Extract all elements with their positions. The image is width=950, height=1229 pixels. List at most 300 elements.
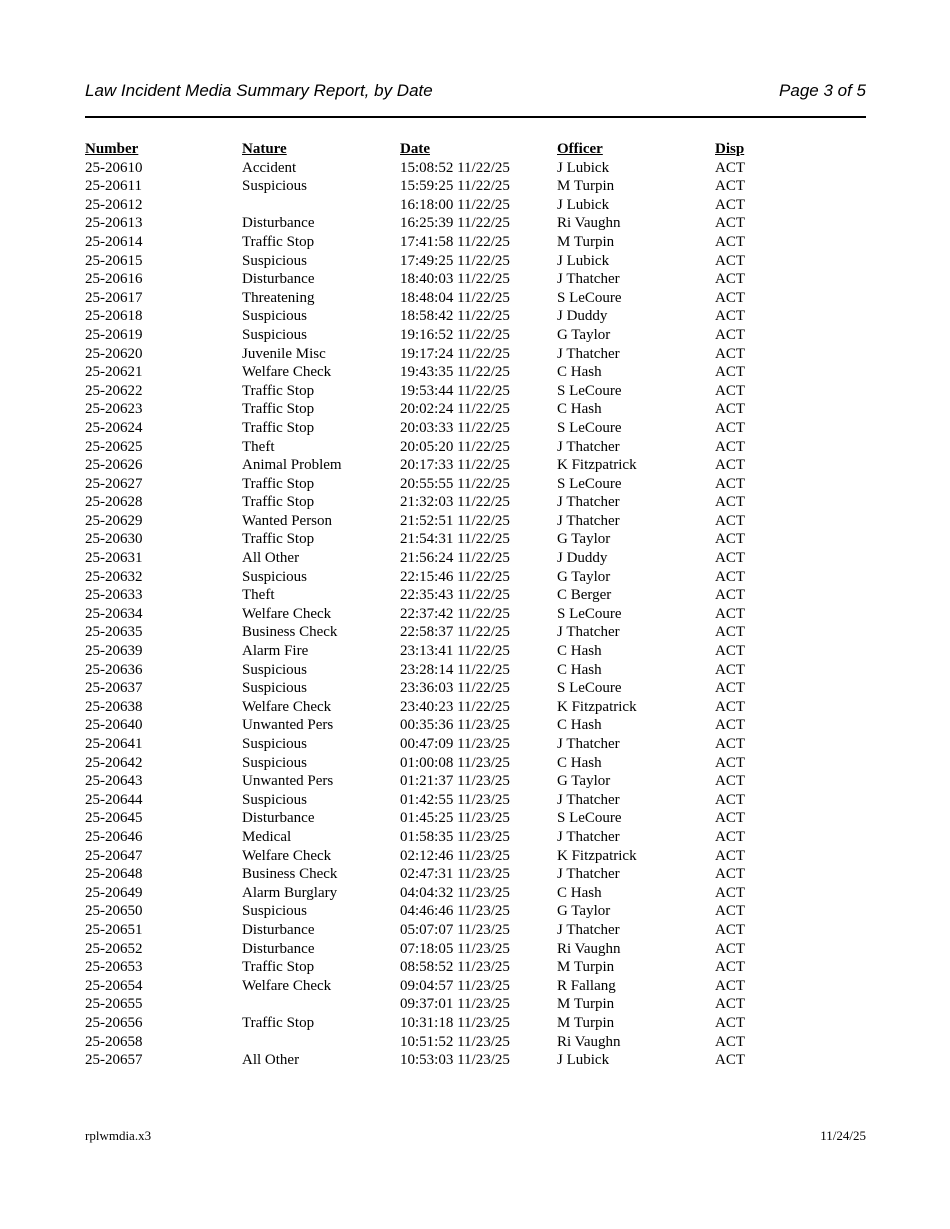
cell-disp: ACT — [715, 1052, 745, 1069]
cell-officer: J Thatcher — [557, 828, 620, 845]
cell-officer: K Fitzpatrick — [557, 457, 637, 474]
cell-date: 18:58:42 11/22/25 — [400, 308, 510, 325]
table-row — [85, 809, 885, 828]
cell-disp: ACT — [715, 271, 745, 288]
cell-disp: ACT — [715, 1014, 745, 1031]
cell-officer: C Hash — [557, 717, 602, 734]
cell-number: 25-20634 — [85, 605, 143, 622]
cell-date: 08:58:52 11/23/25 — [400, 959, 510, 976]
cell-officer: S LeCoure — [557, 605, 622, 622]
cell-officer: J Lubick — [557, 1052, 610, 1069]
cell-officer: C Berger — [557, 587, 612, 604]
cell-date: 23:28:14 11/22/25 — [400, 661, 510, 678]
cell-disp: ACT — [715, 736, 745, 752]
cell-date: 22:35:43 11/22/25 — [400, 587, 510, 604]
table-row — [85, 177, 885, 196]
cell-officer: M Turpin — [557, 1014, 615, 1031]
cell-date: 05:07:07 11/23/25 — [400, 921, 510, 938]
report-footer — [85, 1128, 866, 1144]
cell-number: 25-20631 — [85, 550, 143, 567]
cell-date: 18:48:04 11/22/25 — [400, 289, 510, 306]
cell-disp: ACT — [715, 233, 745, 250]
cell-disp: ACT — [715, 977, 745, 994]
cell-number: 25-20622 — [85, 382, 143, 399]
cell-disp: ACT — [715, 382, 745, 399]
incident-table — [85, 140, 885, 1070]
table-row — [85, 214, 885, 233]
cell-nature: Suspicious — [242, 903, 308, 920]
cell-number: 25-20651 — [85, 921, 143, 938]
cell-officer: C Hash — [557, 364, 602, 381]
column-header-nature: Nature — [242, 141, 287, 157]
cell-officer: Ri Vaughn — [557, 940, 621, 957]
cell-date: 10:53:03 11/23/25 — [400, 1052, 510, 1069]
cell-date: 23:13:41 11/22/25 — [400, 643, 510, 660]
cell-number: 25-20658 — [85, 1033, 143, 1050]
cell-number: 25-20613 — [85, 215, 143, 232]
cell-nature: Business Check — [242, 624, 338, 641]
table-row — [85, 438, 885, 457]
cell-date: 19:16:52 11/22/25 — [400, 326, 510, 343]
cell-disp: ACT — [715, 1033, 745, 1050]
cell-date: 01:00:08 11/23/25 — [400, 754, 510, 771]
cell-nature: Unwanted Pers — [242, 773, 334, 790]
cell-disp: ACT — [715, 921, 745, 938]
cell-nature: Disturbance — [242, 921, 315, 938]
cell-number: 25-20641 — [85, 736, 143, 752]
cell-nature: Traffic Stop — [242, 494, 315, 511]
table-row — [85, 642, 885, 661]
cell-disp: ACT — [715, 159, 745, 176]
cell-date: 01:45:25 11/23/25 — [400, 810, 510, 827]
cell-nature: Suspicious — [242, 736, 308, 752]
cell-nature: Suspicious — [242, 308, 308, 325]
cell-date: 01:58:35 11/23/25 — [400, 828, 510, 845]
table-row — [85, 530, 885, 549]
cell-number: 25-20628 — [85, 494, 143, 511]
cell-nature: Disturbance — [242, 810, 315, 827]
table-row — [85, 196, 885, 215]
cell-disp: ACT — [715, 847, 745, 864]
cell-nature: Unwanted Pers — [242, 717, 334, 734]
table-row — [85, 716, 885, 735]
cell-date: 17:41:58 11/22/25 — [400, 233, 510, 250]
cell-nature: Wanted Person — [242, 512, 333, 529]
cell-disp: ACT — [715, 419, 745, 436]
table-row — [85, 568, 885, 587]
cell-officer: J Duddy — [557, 550, 608, 567]
report-header — [85, 81, 866, 101]
cell-disp: ACT — [715, 550, 745, 567]
cell-officer: G Taylor — [557, 568, 611, 585]
table-row — [85, 791, 885, 810]
cell-disp: ACT — [715, 457, 745, 474]
cell-disp: ACT — [715, 512, 745, 529]
cell-disp: ACT — [715, 326, 745, 343]
footer-report-id: rplwmdia.x3 — [85, 1128, 152, 1143]
cell-officer: M Turpin — [557, 996, 615, 1013]
cell-nature: Threatening — [242, 289, 315, 306]
table-row — [85, 289, 885, 308]
column-header-number: Number — [85, 141, 139, 157]
cell-disp: ACT — [715, 773, 745, 790]
table-row — [85, 363, 885, 382]
cell-nature: Business Check — [242, 866, 338, 883]
cell-disp: ACT — [715, 364, 745, 381]
cell-officer: C Hash — [557, 661, 602, 678]
cell-disp: ACT — [715, 698, 745, 715]
cell-date: 00:35:36 11/23/25 — [400, 717, 510, 734]
cell-nature: All Other — [242, 550, 300, 567]
cell-disp: ACT — [715, 605, 745, 622]
cell-number: 25-20636 — [85, 661, 143, 678]
table-row — [85, 493, 885, 512]
cell-officer: G Taylor — [557, 531, 611, 548]
header-rule — [85, 116, 866, 118]
cell-disp: ACT — [715, 289, 745, 306]
table-row — [85, 549, 885, 568]
cell-disp: ACT — [715, 940, 745, 957]
cell-disp: ACT — [715, 643, 745, 660]
report-title: Law Incident Media Summary Report, by Date — [85, 81, 433, 100]
cell-number: 25-20635 — [85, 624, 143, 641]
cell-date: 20:03:33 11/22/25 — [400, 419, 510, 436]
table-row — [85, 605, 885, 624]
cell-number: 25-20630 — [85, 531, 143, 548]
cell-officer: J Thatcher — [557, 494, 620, 511]
cell-nature: Juvenile Misc — [242, 345, 326, 362]
cell-disp: ACT — [715, 438, 745, 455]
cell-officer: M Turpin — [557, 233, 615, 250]
table-row — [85, 1033, 885, 1052]
cell-number: 25-20652 — [85, 940, 143, 957]
cell-nature: Suspicious — [242, 252, 308, 269]
table-row — [85, 456, 885, 475]
cell-officer: K Fitzpatrick — [557, 847, 637, 864]
cell-nature: Alarm Fire — [242, 643, 309, 660]
cell-number: 25-20612 — [85, 196, 143, 213]
cell-number: 25-20610 — [85, 159, 143, 176]
cell-nature: Animal Problem — [242, 457, 342, 474]
cell-nature: Disturbance — [242, 215, 315, 232]
cell-number: 25-20637 — [85, 680, 143, 697]
cell-officer: S LeCoure — [557, 810, 622, 827]
cell-date: 15:08:52 11/22/25 — [400, 159, 510, 176]
cell-date: 21:32:03 11/22/25 — [400, 494, 510, 511]
cell-nature: Welfare Check — [242, 977, 332, 994]
cell-officer: J Thatcher — [557, 791, 620, 808]
cell-disp: ACT — [715, 624, 745, 641]
table-row — [85, 940, 885, 959]
cell-officer: J Thatcher — [557, 438, 620, 455]
cell-disp: ACT — [715, 494, 745, 511]
cell-date: 02:12:46 11/23/25 — [400, 847, 510, 864]
table-body — [85, 159, 885, 1070]
cell-disp: ACT — [715, 196, 745, 213]
cell-number: 25-20629 — [85, 512, 143, 529]
cell-date: 22:58:37 11/22/25 — [400, 624, 510, 641]
cell-disp: ACT — [715, 345, 745, 362]
cell-number: 25-20615 — [85, 252, 143, 269]
table-row — [85, 902, 885, 921]
table-row — [85, 326, 885, 345]
cell-date: 19:53:44 11/22/25 — [400, 382, 510, 399]
cell-date: 15:59:25 11/22/25 — [400, 178, 510, 195]
column-header-disp: Disp — [715, 141, 745, 157]
cell-officer: G Taylor — [557, 773, 611, 790]
cell-disp: ACT — [715, 791, 745, 808]
cell-officer: C Hash — [557, 754, 602, 771]
cell-disp: ACT — [715, 178, 745, 195]
cell-date: 04:04:32 11/23/25 — [400, 884, 510, 901]
cell-officer: J Thatcher — [557, 271, 620, 288]
cell-nature: Suspicious — [242, 791, 308, 808]
cell-number: 25-20618 — [85, 308, 143, 325]
cell-number: 25-20656 — [85, 1014, 143, 1031]
table-row — [85, 772, 885, 791]
cell-number: 25-20642 — [85, 754, 143, 771]
cell-number: 25-20650 — [85, 903, 143, 920]
cell-number: 25-20654 — [85, 977, 143, 994]
cell-nature — [242, 1033, 400, 1052]
cell-number: 25-20633 — [85, 587, 143, 604]
cell-disp: ACT — [715, 531, 745, 548]
cell-officer: J Thatcher — [557, 345, 620, 362]
column-header-date: Date — [400, 141, 430, 157]
cell-disp: ACT — [715, 903, 745, 920]
cell-number: 25-20620 — [85, 345, 143, 362]
cell-date: 09:04:57 11/23/25 — [400, 977, 510, 994]
table-row — [85, 233, 885, 252]
cell-number: 25-20638 — [85, 698, 143, 715]
table-row — [85, 623, 885, 642]
cell-disp: ACT — [715, 308, 745, 325]
cell-disp: ACT — [715, 754, 745, 771]
table-row — [85, 586, 885, 605]
cell-date: 21:56:24 11/22/25 — [400, 550, 510, 567]
table-row — [85, 252, 885, 271]
cell-number: 25-20614 — [85, 233, 143, 250]
cell-nature: Suspicious — [242, 754, 308, 771]
cell-officer: M Turpin — [557, 178, 615, 195]
cell-date: 10:31:18 11/23/25 — [400, 1014, 510, 1031]
cell-number: 25-20632 — [85, 568, 143, 585]
cell-number: 25-20626 — [85, 457, 143, 474]
cell-disp: ACT — [715, 866, 745, 883]
footer-date: 11/24/25 — [820, 1128, 866, 1143]
cell-number: 25-20655 — [85, 996, 143, 1013]
cell-officer: G Taylor — [557, 326, 611, 343]
cell-number: 25-20624 — [85, 419, 143, 436]
cell-nature: Suspicious — [242, 568, 308, 585]
table-row — [85, 884, 885, 903]
cell-officer: M Turpin — [557, 959, 615, 976]
table-row — [85, 419, 885, 438]
table-row — [85, 345, 885, 364]
cell-officer: S LeCoure — [557, 475, 622, 492]
cell-officer: J Lubick — [557, 252, 610, 269]
cell-number: 25-20640 — [85, 717, 143, 734]
cell-disp: ACT — [715, 568, 745, 585]
cell-nature: Suspicious — [242, 661, 308, 678]
cell-date: 16:18:00 11/22/25 — [400, 196, 510, 213]
cell-date: 20:02:24 11/22/25 — [400, 401, 510, 418]
cell-number: 25-20644 — [85, 791, 143, 808]
cell-number: 25-20619 — [85, 326, 143, 343]
table-row — [85, 679, 885, 698]
table-row — [85, 847, 885, 866]
cell-date: 21:52:51 11/22/25 — [400, 512, 510, 529]
cell-date: 22:15:46 11/22/25 — [400, 568, 510, 585]
cell-number: 25-20653 — [85, 959, 143, 976]
cell-number: 25-20646 — [85, 828, 143, 845]
cell-number: 25-20649 — [85, 884, 143, 901]
cell-nature: Traffic Stop — [242, 233, 315, 250]
cell-number: 25-20647 — [85, 847, 143, 864]
cell-date: 00:47:09 11/23/25 — [400, 736, 510, 752]
cell-officer: J Lubick — [557, 196, 610, 213]
cell-nature: Disturbance — [242, 271, 315, 288]
cell-nature: Alarm Burglary — [242, 884, 338, 901]
table-row — [85, 698, 885, 717]
cell-number: 25-20648 — [85, 866, 143, 883]
cell-number: 25-20616 — [85, 271, 143, 288]
cell-nature: Traffic Stop — [242, 419, 315, 436]
cell-date: 04:46:46 11/23/25 — [400, 903, 510, 920]
cell-officer: R Fallang — [557, 977, 616, 994]
table-row — [85, 400, 885, 419]
cell-officer: Ri Vaughn — [557, 1033, 621, 1050]
cell-officer: J Duddy — [557, 308, 608, 325]
cell-number: 25-20657 — [85, 1052, 143, 1069]
cell-officer: J Thatcher — [557, 624, 620, 641]
cell-date: 20:05:20 11/22/25 — [400, 438, 510, 455]
cell-nature: Traffic Stop — [242, 959, 315, 976]
cell-date: 18:40:03 11/22/25 — [400, 271, 510, 288]
cell-date: 23:40:23 11/22/25 — [400, 698, 510, 715]
cell-nature: Medical — [242, 828, 292, 845]
table-row — [85, 958, 885, 977]
cell-nature — [242, 196, 400, 215]
cell-officer: S LeCoure — [557, 382, 622, 399]
cell-date: 17:49:25 11/22/25 — [400, 252, 510, 269]
cell-nature: Suspicious — [242, 178, 308, 195]
cell-officer: K Fitzpatrick — [557, 698, 637, 715]
cell-date: 19:43:35 11/22/25 — [400, 364, 510, 381]
cell-nature: Suspicious — [242, 326, 308, 343]
cell-nature: Disturbance — [242, 940, 315, 957]
cell-date: 20:55:55 11/22/25 — [400, 475, 510, 492]
table-row — [85, 1014, 885, 1033]
cell-disp: ACT — [715, 215, 745, 232]
cell-date: 21:54:31 11/22/25 — [400, 531, 510, 548]
cell-nature: Traffic Stop — [242, 401, 315, 418]
cell-officer: J Thatcher — [557, 866, 620, 883]
cell-date: 20:17:33 11/22/25 — [400, 457, 510, 474]
cell-number: 25-20611 — [85, 178, 142, 195]
table-header-row — [85, 140, 885, 159]
cell-officer: C Hash — [557, 401, 602, 418]
cell-disp: ACT — [715, 884, 745, 901]
cell-disp: ACT — [715, 828, 745, 845]
cell-nature: Welfare Check — [242, 364, 332, 381]
table-row — [85, 977, 885, 996]
table-row — [85, 661, 885, 680]
cell-number: 25-20645 — [85, 810, 143, 827]
cell-officer: J Thatcher — [557, 512, 620, 529]
cell-date: 02:47:31 11/23/25 — [400, 866, 510, 883]
cell-nature: All Other — [242, 1052, 300, 1069]
cell-nature: Traffic Stop — [242, 1014, 315, 1031]
cell-date: 10:51:52 11/23/25 — [400, 1033, 510, 1050]
cell-officer: G Taylor — [557, 903, 611, 920]
cell-officer: S LeCoure — [557, 289, 622, 306]
cell-nature: Accident — [242, 159, 297, 176]
cell-officer: J Thatcher — [557, 921, 620, 938]
table-row — [85, 382, 885, 401]
cell-disp: ACT — [715, 810, 745, 827]
table-row — [85, 159, 885, 178]
cell-disp: ACT — [715, 252, 745, 269]
cell-disp: ACT — [715, 959, 745, 976]
cell-nature: Welfare Check — [242, 847, 332, 864]
cell-number: 25-20623 — [85, 401, 143, 418]
table-row — [85, 995, 885, 1014]
table-row — [85, 828, 885, 847]
cell-nature: Welfare Check — [242, 698, 332, 715]
table-row — [85, 1051, 885, 1070]
cell-disp: ACT — [715, 587, 745, 604]
cell-officer: S LeCoure — [557, 680, 622, 697]
cell-number: 25-20617 — [85, 289, 143, 306]
cell-date: 01:21:37 11/23/25 — [400, 773, 510, 790]
table-row — [85, 270, 885, 289]
cell-officer: S LeCoure — [557, 419, 622, 436]
page-indicator: Page 3 of 5 — [779, 81, 866, 100]
column-header-officer: Officer — [557, 141, 603, 157]
cell-nature: Traffic Stop — [242, 475, 315, 492]
cell-number: 25-20627 — [85, 475, 143, 492]
cell-disp: ACT — [715, 661, 745, 678]
cell-number: 25-20639 — [85, 643, 143, 660]
cell-officer: J Lubick — [557, 159, 610, 176]
cell-date: 22:37:42 11/22/25 — [400, 605, 510, 622]
table-row — [85, 512, 885, 531]
cell-nature: Traffic Stop — [242, 382, 315, 399]
cell-date: 07:18:05 11/23/25 — [400, 940, 510, 957]
cell-nature: Theft — [242, 587, 275, 604]
cell-date: 01:42:55 11/23/25 — [400, 791, 510, 808]
table-row — [85, 307, 885, 326]
cell-disp: ACT — [715, 717, 745, 734]
table-row — [85, 735, 885, 754]
table-row — [85, 475, 885, 494]
cell-nature: Welfare Check — [242, 605, 332, 622]
cell-nature: Traffic Stop — [242, 531, 315, 548]
cell-disp: ACT — [715, 401, 745, 418]
cell-number: 25-20625 — [85, 438, 143, 455]
cell-date: 19:17:24 11/22/25 — [400, 345, 510, 362]
cell-officer: C Hash — [557, 643, 602, 660]
cell-disp: ACT — [715, 680, 745, 697]
cell-disp: ACT — [715, 996, 745, 1013]
cell-officer: C Hash — [557, 884, 602, 901]
cell-date: 23:36:03 11/22/25 — [400, 680, 510, 697]
table-row — [85, 921, 885, 940]
cell-disp: ACT — [715, 475, 745, 492]
cell-nature: Suspicious — [242, 680, 308, 697]
cell-date: 16:25:39 11/22/25 — [400, 215, 510, 232]
